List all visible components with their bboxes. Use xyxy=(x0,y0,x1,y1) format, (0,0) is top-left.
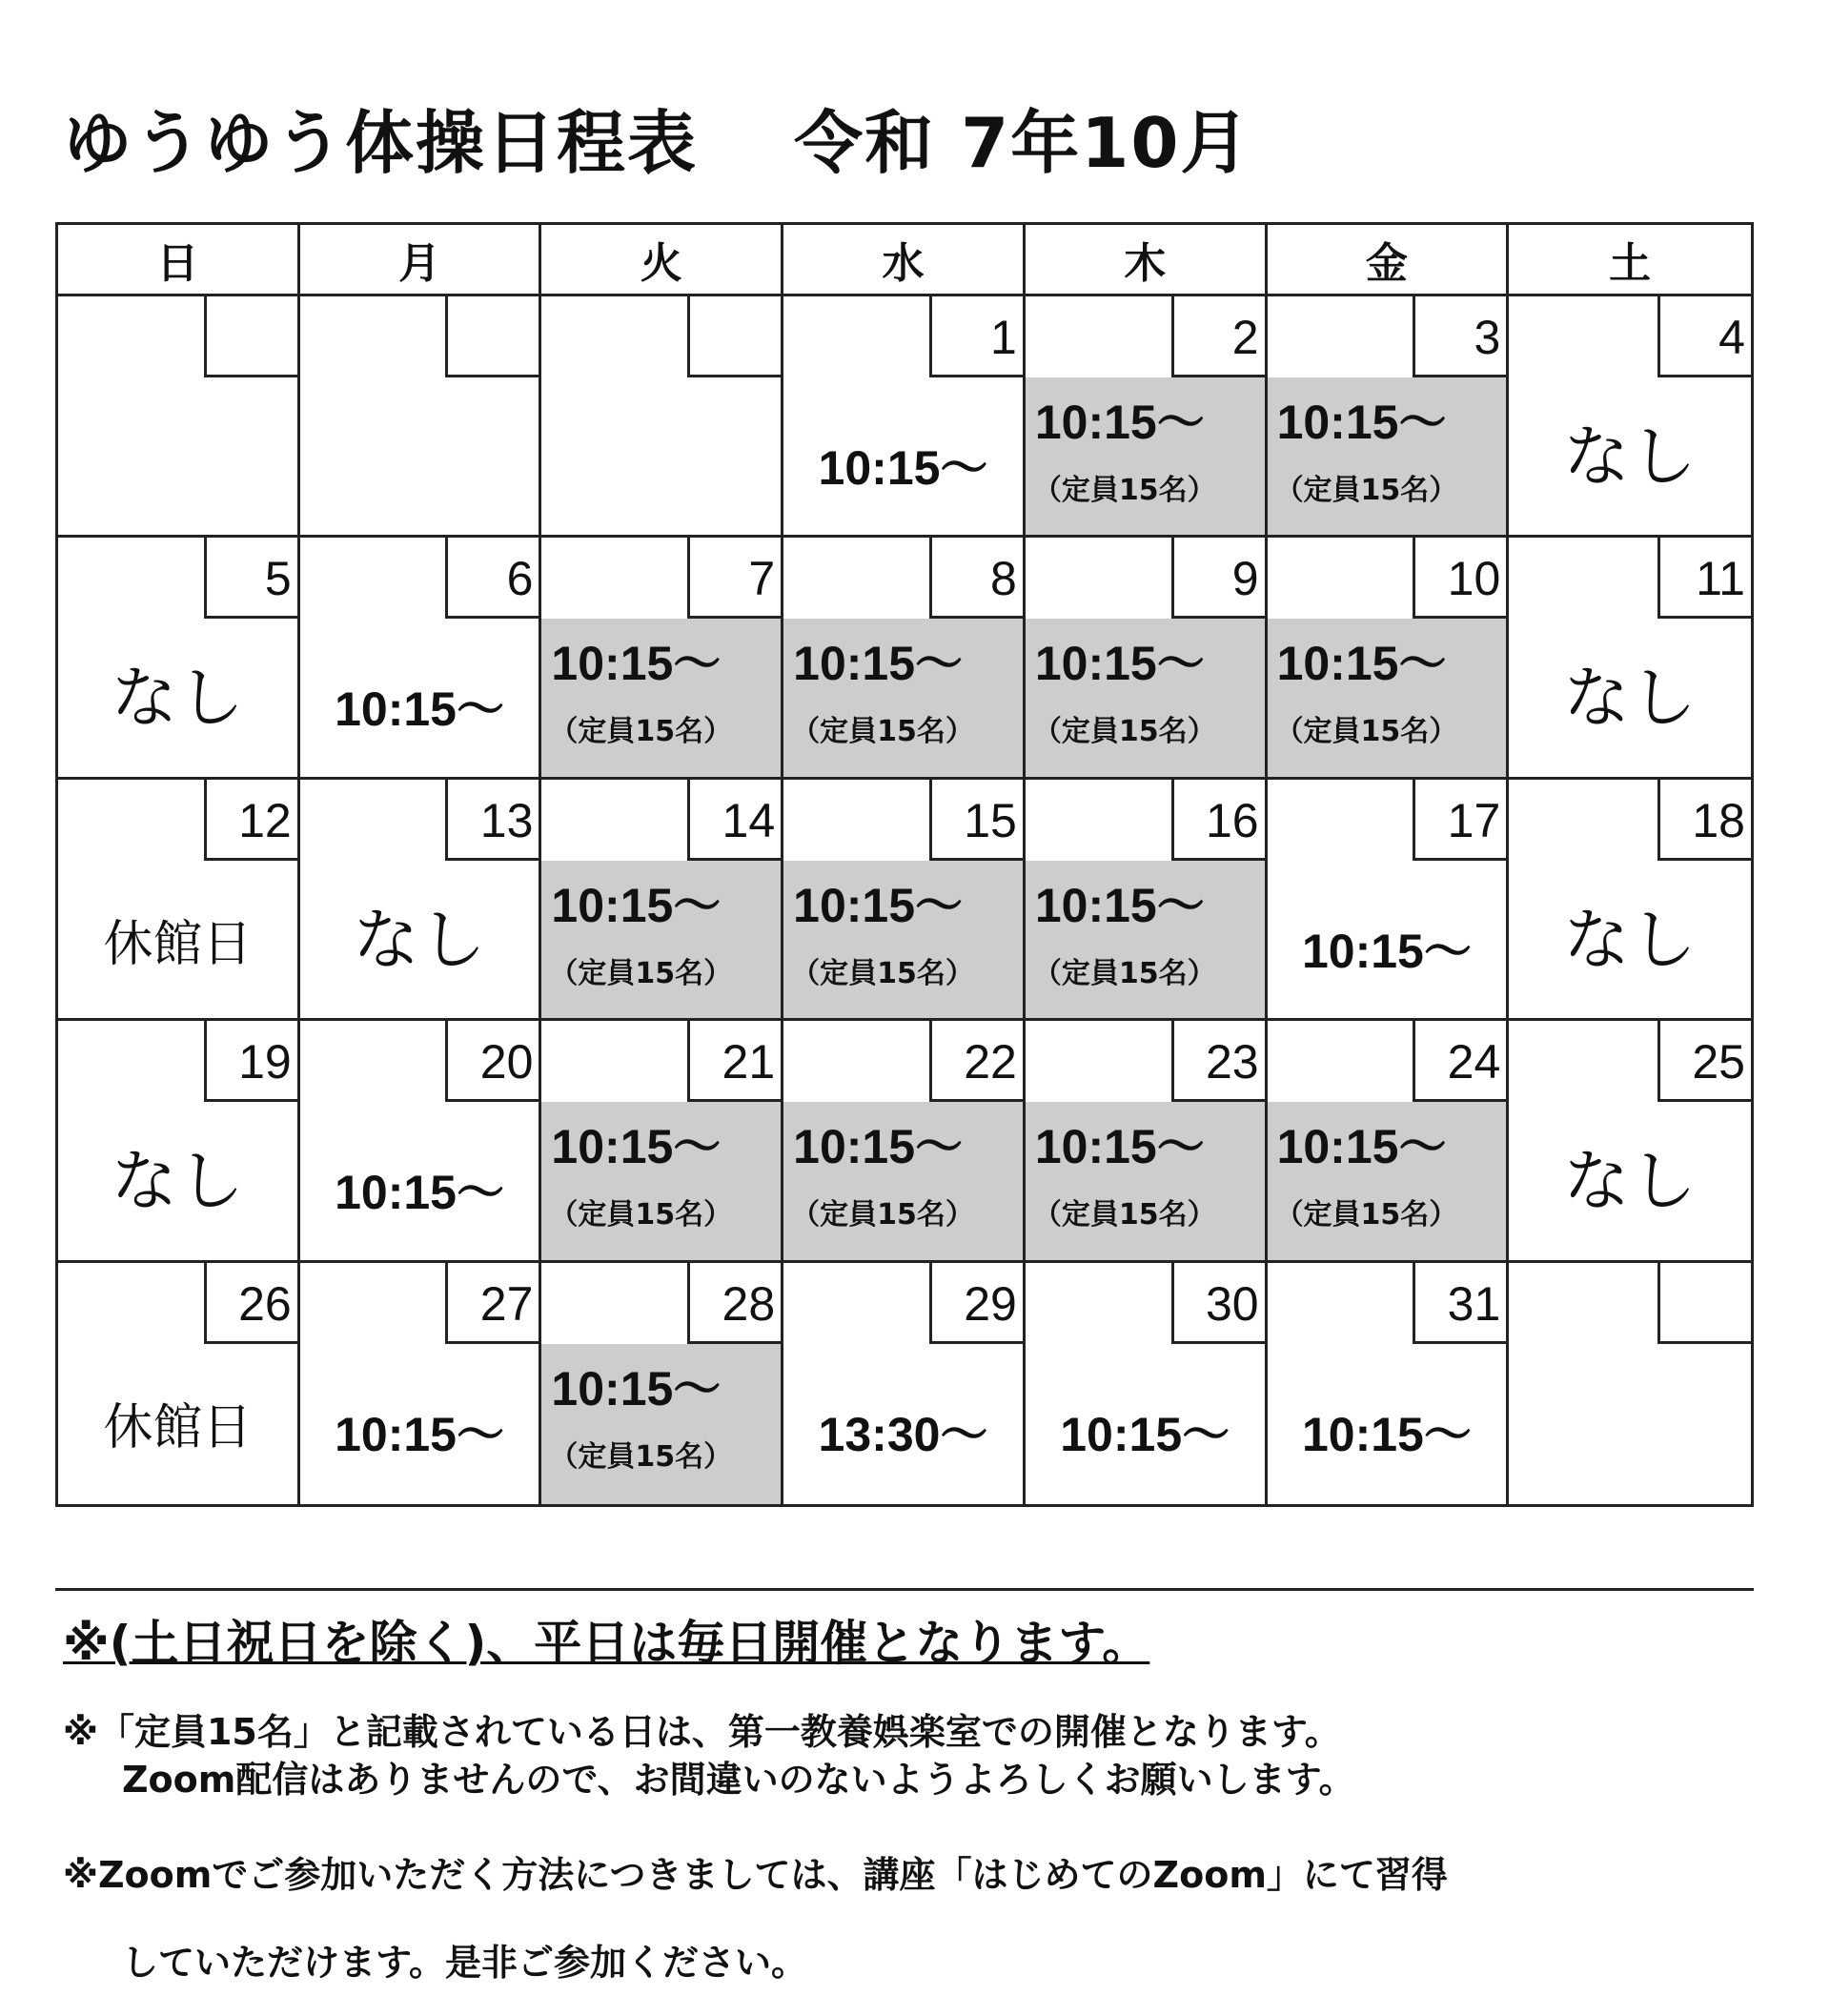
weekday-header: 木 xyxy=(1026,225,1268,296)
day-cell xyxy=(1026,538,1268,779)
no-session-label: なし xyxy=(1563,900,1698,979)
capacity-note: （定員15名） xyxy=(549,715,733,749)
day-number: 8 xyxy=(929,538,1023,619)
weekday-header: 土 xyxy=(1509,225,1751,296)
day-cell xyxy=(1509,1021,1751,1262)
day-cell xyxy=(783,1263,1026,1504)
session-time: 10:15～ xyxy=(1276,637,1447,691)
no-session-label: なし xyxy=(1563,1142,1698,1221)
day-cell xyxy=(300,296,542,538)
session-time: 10:15～ xyxy=(551,637,722,691)
page-title: ゆうゆう体操日程表 令和 7年10月 xyxy=(63,103,1251,183)
weekday-header: 金 xyxy=(1268,225,1510,296)
session-time: 10:15～ xyxy=(551,1361,722,1415)
session-time: 10:15～ xyxy=(551,878,722,932)
day-number xyxy=(687,296,781,377)
day-cell xyxy=(58,538,300,779)
day-cell xyxy=(1026,1263,1268,1504)
day-number xyxy=(204,296,297,377)
session-time: 10:15～ xyxy=(793,878,964,932)
day-cell xyxy=(300,1021,542,1262)
zoom-notice-line2: していただけます。是非ご参加ください。 xyxy=(122,1942,807,1984)
capacity-note: （定員15名） xyxy=(791,715,974,749)
closed-day-label: 休館日 xyxy=(103,1398,253,1456)
capacity-note: （定員15名） xyxy=(1032,715,1216,749)
capacity-note: （定員15名） xyxy=(1274,1198,1458,1232)
day-cell xyxy=(541,780,783,1021)
capacity-note: （定員15名） xyxy=(1032,1198,1216,1232)
day-cell xyxy=(1268,538,1510,779)
no-session-label: なし xyxy=(111,659,245,738)
day-cell xyxy=(1509,296,1751,538)
day-cell xyxy=(1268,296,1510,538)
weekday-notice: ※(土日祝日を除く)、平日は毎日開催となります。 xyxy=(63,1616,1150,1671)
session-time: 10:15～ xyxy=(335,1166,504,1220)
session-time: 10:15～ xyxy=(1276,396,1447,449)
day-number: 10 xyxy=(1413,538,1506,619)
day-cell xyxy=(1268,1263,1510,1504)
weekday-header: 水 xyxy=(783,225,1026,296)
session-time: 10:15～ xyxy=(1301,1407,1472,1461)
session-time: 10:15～ xyxy=(1034,396,1205,449)
day-number xyxy=(445,296,539,377)
capacity-notice-line2: Zoom配信はありませんので、お間違いのないようよろしくお願いします。 xyxy=(122,1759,1355,1801)
day-number: 3 xyxy=(1413,296,1506,377)
day-number: 7 xyxy=(687,538,781,619)
day-cell xyxy=(58,1021,300,1262)
day-number: 6 xyxy=(445,538,539,619)
day-cell xyxy=(1026,1021,1268,1262)
day-number: 31 xyxy=(1413,1263,1506,1344)
session-time: 10:15～ xyxy=(335,682,504,737)
day-cell xyxy=(1509,538,1751,779)
day-number: 26 xyxy=(204,1263,297,1344)
day-cell xyxy=(1026,780,1268,1021)
weekday-header: 日 xyxy=(58,225,300,296)
day-cell xyxy=(1026,296,1268,538)
day-cell xyxy=(541,1263,783,1504)
day-cell xyxy=(783,780,1026,1021)
no-session-label: なし xyxy=(353,900,487,979)
capacity-note: （定員15名） xyxy=(1032,474,1216,507)
day-number: 28 xyxy=(687,1263,781,1344)
day-number: 18 xyxy=(1657,780,1751,861)
day-number: 20 xyxy=(445,1021,539,1102)
day-cell xyxy=(783,1021,1026,1262)
day-cell xyxy=(1509,780,1751,1021)
day-number: 24 xyxy=(1413,1021,1506,1102)
day-number: 30 xyxy=(1171,1263,1265,1344)
day-cell xyxy=(1509,1263,1751,1504)
session-time: 10:15～ xyxy=(1060,1407,1230,1461)
day-cell xyxy=(541,296,783,538)
capacity-notice-line1: ※「定員15名」と記載されている日は、第一教養娯楽室での開催となります。 xyxy=(63,1711,1341,1753)
capacity-note: （定員15名） xyxy=(549,956,733,990)
no-session-label: なし xyxy=(1563,417,1698,496)
day-number: 15 xyxy=(929,780,1023,861)
day-number: 23 xyxy=(1171,1021,1265,1102)
session-time: 10:15～ xyxy=(793,1120,964,1174)
session-time: 13:30～ xyxy=(818,1407,988,1461)
calendar-grid xyxy=(55,222,1754,1507)
day-number: 1 xyxy=(929,296,1023,377)
day-cell xyxy=(1268,780,1510,1021)
closed-day-label: 休館日 xyxy=(103,915,253,973)
day-number xyxy=(1657,1263,1751,1344)
zoom-notice-line1: ※Zoomでご参加いただく方法につきましては、講座「はじめてのZoom」にて習得 xyxy=(63,1854,1448,1896)
capacity-note: （定員15名） xyxy=(1274,715,1458,749)
session-time: 10:15～ xyxy=(1301,924,1472,978)
day-cell xyxy=(300,538,542,779)
day-cell xyxy=(541,1021,783,1262)
capacity-note: （定員15名） xyxy=(549,1439,733,1474)
session-time: 10:15～ xyxy=(1034,1120,1205,1174)
day-cell xyxy=(58,1263,300,1504)
capacity-note: （定員15名） xyxy=(1274,474,1458,507)
day-number: 21 xyxy=(687,1021,781,1102)
day-cell xyxy=(58,780,300,1021)
no-session-label: なし xyxy=(111,1142,245,1221)
day-number: 11 xyxy=(1657,538,1751,619)
day-number: 5 xyxy=(204,538,297,619)
capacity-note: （定員15名） xyxy=(1032,956,1216,990)
day-cell xyxy=(58,296,300,538)
session-time: 10:15～ xyxy=(1034,878,1205,932)
day-number: 2 xyxy=(1171,296,1265,377)
day-number: 9 xyxy=(1171,538,1265,619)
capacity-note: （定員15名） xyxy=(549,1198,733,1232)
day-number: 12 xyxy=(204,780,297,861)
day-number: 29 xyxy=(929,1263,1023,1344)
session-time: 10:15～ xyxy=(1034,637,1205,691)
session-time: 10:15～ xyxy=(551,1120,722,1174)
day-number: 27 xyxy=(445,1263,539,1344)
day-number: 17 xyxy=(1413,780,1506,861)
divider xyxy=(55,1588,1754,1591)
session-time: 10:15～ xyxy=(793,637,964,691)
day-cell xyxy=(541,538,783,779)
day-cell xyxy=(300,1263,542,1504)
day-cell xyxy=(783,296,1026,538)
capacity-note: （定員15名） xyxy=(791,956,974,990)
weekday-header: 火 xyxy=(541,225,783,296)
day-cell xyxy=(783,538,1026,779)
day-number: 19 xyxy=(204,1021,297,1102)
session-time: 10:15～ xyxy=(335,1407,504,1461)
capacity-note: （定員15名） xyxy=(791,1198,974,1232)
day-number: 25 xyxy=(1657,1021,1751,1102)
day-number: 22 xyxy=(929,1021,1023,1102)
session-time: 10:15～ xyxy=(1276,1120,1447,1174)
day-number: 14 xyxy=(687,780,781,861)
day-cell xyxy=(300,780,542,1021)
weekday-header: 月 xyxy=(300,225,542,296)
day-number: 16 xyxy=(1171,780,1265,861)
day-number: 13 xyxy=(445,780,539,861)
session-time: 10:15～ xyxy=(818,441,988,495)
no-session-label: なし xyxy=(1563,659,1698,738)
day-cell xyxy=(1268,1021,1510,1262)
day-number: 4 xyxy=(1657,296,1751,377)
